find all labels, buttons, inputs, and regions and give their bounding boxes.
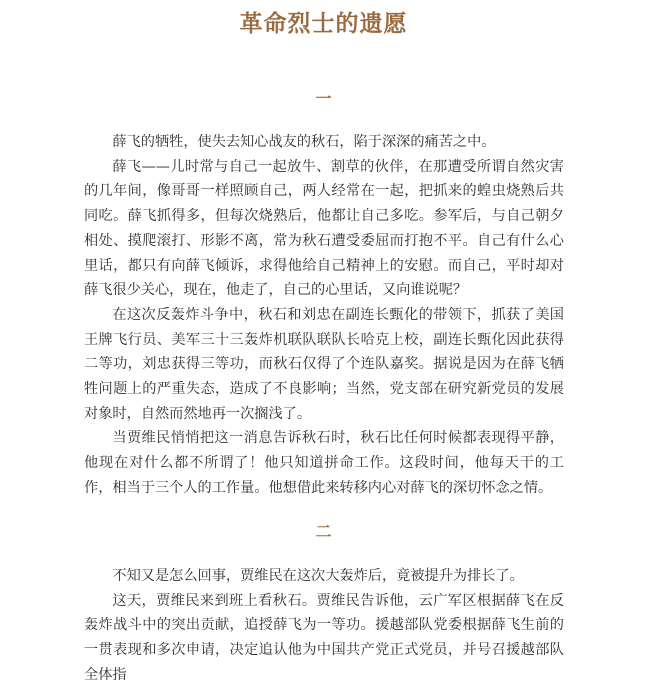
- section-number-2: 二: [315, 522, 332, 541]
- paragraph: 当贾维民悄悄把这一消息告诉秋石时，秋石比任何时候都表现得平静，他现在对什么都不所谓了！他只知道拼命工作。这段时间，他每天干的工作，相当于三个人的工作量。他想借此来转移内心对薛飞的深切怀念之情。: [84, 430, 564, 496]
- section-2-body: [84, 564, 564, 688]
- paragraph: 薛飞的牺牲，使失去知心战友的秋石，陷于深深的痛苦之中。: [112, 134, 496, 150]
- section-number-1: 一: [315, 89, 332, 108]
- document-title: 革命烈士的遗愿: [239, 10, 408, 37]
- section-1-body: [84, 130, 564, 501]
- paragraph: 这天，贾维民来到班上看秋石。贾维民告诉他，云广军区根据薛飞在反轰炸战斗中的突出贡献，追授薛飞为一等功。援越部队党委根据薛飞生前的一贯表现和多次申请，决定追认他为中国共产党正式党员，并号召援越部队全体指: [84, 592, 564, 683]
- paragraph: 薛飞——儿时常与自己一起放牛、割草的伙伴，在那遭受所谓自然灾害的几年间，像哥哥一样照顾自己，两人经常在一起，把抓来的蝗虫烧熟后共同吃。薛飞抓得多，但每次烧熟后，他都让自己多吃。参军后，与自己朝夕相处、摸爬滚打、形影不离，常为秋石遭受委屈而打抱不平。自己有什么心里话，都只有向薛飞倾诉，求得他给自己精神上的安慰。而自己，平时却对薛飞很少关心，现在，他走了，自己的心里话，又向谁说呢？: [84, 158, 564, 299]
- paragraph: 不知又是怎么回事，贾维民在这次大轰炸后，竟被提升为排长了。: [112, 568, 524, 584]
- paragraph: 在这次反轰炸斗争中，秋石和刘忠在副连长甄化的带领下，抓获了美国王牌飞行员、美军三十三轰炸机联队联队长哈克上校，副连长甄化因此获得二等功，刘忠获得三等功，而秋石仅得了个连队嘉奖。据说是因为在薛飞牺牲问题上的严重失态，造成了不良影响；当然，党支部在研究新党员的发展对象时，自然而然地再一次搁浅了。: [84, 306, 564, 422]
